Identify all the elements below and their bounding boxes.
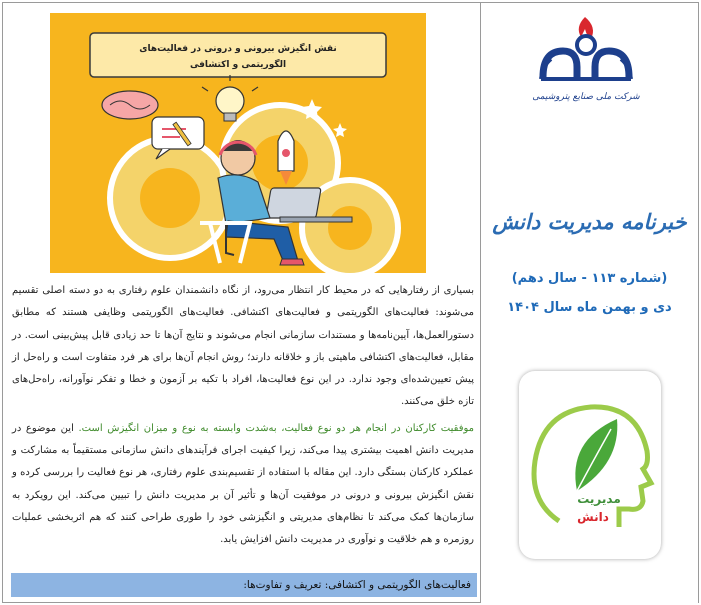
hero-illustration: [50, 13, 426, 273]
issue-number: (شماره ۱۱۳ - سال دهم): [511, 271, 668, 286]
issue-date: دی و بهمن ماه سال ۱۴۰۴: [507, 300, 672, 315]
hero-headline-line1: نقش انگیزش بیرونی و درونی در فعالیت‌های: [139, 44, 337, 54]
sidebar: [481, 3, 698, 603]
km-logo-line1: مدیریت: [577, 492, 621, 506]
hero-headline-line2: الگوریتمی و اکتشافی: [189, 60, 287, 70]
article-paragraph-1: بسیاری از رفتارهایی که در محیط کار انتظار می‌رود، از نگاه دانشمندان علوم رفتاری به دو دسته اصلی تقسیم می‌شوند: فعالیت‌های الگوریتمی و فعالیت‌های اکتشافی. فعالیت‌های الگوریتمی وظایفی هستند که مطابق دستورالعمل‌ها، آیین‌نامه‌ها و مستندات سازمانی انجام می‌شوند و نتایج آن‌ها تا حد زیادی قابل پیش‌بینی است. در مقابل، فعالیت‌های اکتشافی ماهیتی باز و خلاقانه دارند؛ روش انجام آن‌ها برای هر فرد متفاوت است و راه‌حل از پیش تعیین‌شده‌ای وجود ندارد. در این نوع فعالیت‌ها، افراد با تکیه بر آزمون و خطا و تفکر نوآورانه، راه‌حل‌های تازه خلق می‌کنند.: [12, 285, 474, 408]
km-logo-line2: دانش: [577, 510, 609, 524]
article-body: [12, 280, 474, 552]
company-logo: [521, 11, 651, 107]
newsletter-title: خبرنامه مدیریت دانش: [492, 209, 687, 234]
section-subheading: فعالیت‌های الگوریتمی و اکتشافی: تعریف و تفاوت‌ها:: [11, 573, 477, 597]
article-paragraph-2-rest: این موضوع در مدیریت دانش اهمیت بیشتری پیدا می‌کند، زیرا کیفیت اجرای فرآیندهای دانش سازمانی مستقیماً به مشارکت و عملکرد کارکنان بستگی دارد. این مقاله با استفاده از تقسیم‌بندی علوم رفتاری، هر نوع فعالیت را بررسی کرده و نقش انگیزش بیرونی و درونی در موفقیت آن‌ها و تأثیر آن بر مدیریت دانش را تبیین می‌کند. این رویکرد به سازمان‌ها کمک می‌کند تا نظام‌های مدیریتی و انگیزشی خود را طوری طراحی کنند که هم اثربخشی عملیات روزمره و هم خلاقیت و نوآوری در مدیریت دانش افزایش یابد.: [12, 422, 474, 546]
company-name-text: شرکت ملی صنایع پتروشیمی: [532, 92, 640, 102]
petrochemical-logo-icon: [521, 11, 651, 107]
hero-illustration-art: [50, 13, 426, 273]
brain-icon: [102, 91, 158, 119]
article-paragraph-2: [12, 418, 474, 552]
km-logo-card: [519, 371, 661, 559]
article-paragraph-2-lead: موفقیت کارکنان در انجام هر دو نوع فعالیت، به‌شدت وابسته به نوع و میزان انگیزش است.: [78, 422, 474, 434]
km-head-logo-icon: [519, 371, 661, 559]
